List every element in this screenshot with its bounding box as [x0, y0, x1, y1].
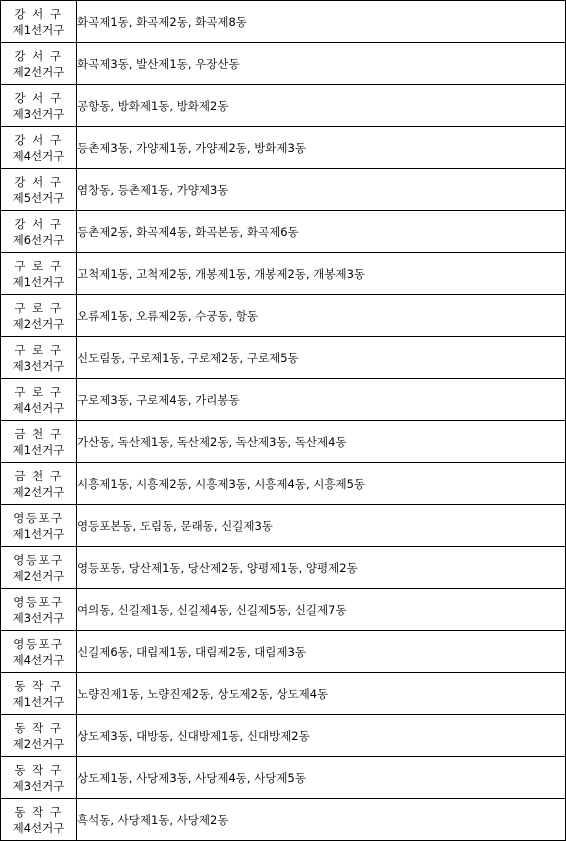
electoral-district-name: 제3선거구	[12, 106, 65, 121]
dong-list-cell: 여의동, 신길제1동, 신길제4동, 신길제5동, 신길제7동	[77, 589, 566, 631]
gu-name: 영등포구	[13, 636, 64, 651]
table-row	[1, 169, 566, 211]
electoral-district-name: 제5선거구	[12, 190, 65, 205]
gu-name: 영등포구	[13, 552, 64, 567]
dong-list-cell: 가산동, 독산제1동, 독산제2동, 독산제3동, 독산제4동	[77, 421, 566, 463]
dong-list-cell: 영등포본동, 도림동, 문래동, 신길제3동	[77, 505, 566, 547]
electoral-district-name: 제2선거구	[12, 64, 65, 79]
table-row	[1, 757, 566, 799]
district-cell	[1, 43, 77, 85]
district-cell	[1, 337, 77, 379]
table-row	[1, 421, 566, 463]
district-cell	[1, 1, 77, 43]
dong-list-cell: 구로제3동, 구로제4동, 가리봉동	[77, 379, 566, 421]
gu-name: 구 로 구	[14, 384, 63, 399]
dong-list-cell: 영등포동, 당산제1동, 당산제2동, 양평제1동, 양평제2동	[77, 547, 566, 589]
electoral-district-name: 제1선거구	[12, 526, 65, 541]
electoral-district-name: 제2선거구	[12, 736, 65, 751]
dong-list-cell: 흑석동, 사당제1동, 사당제2동	[77, 799, 566, 841]
district-cell	[1, 379, 77, 421]
electoral-district-name: 제2선거구	[12, 316, 65, 331]
table-row	[1, 799, 566, 841]
dong-list-cell: 시흥제1동, 시흥제2동, 시흥제3동, 시흥제4동, 시흥제5동	[77, 463, 566, 505]
gu-name: 동 작 구	[14, 804, 63, 819]
gu-name: 동 작 구	[14, 720, 63, 735]
electoral-district-name: 제2선거구	[12, 568, 65, 583]
dong-list-cell: 노량진제1동, 노량진제2동, 상도제2동, 상도제4동	[77, 673, 566, 715]
electoral-district-name: 제3선거구	[12, 358, 65, 373]
district-cell	[1, 757, 77, 799]
dong-list-cell: 염창동, 등촌제1동, 가양제3동	[77, 169, 566, 211]
district-cell	[1, 169, 77, 211]
dong-list-cell: 등촌제3동, 가양제1동, 가양제2동, 방화제3동	[77, 127, 566, 169]
district-cell	[1, 85, 77, 127]
gu-name: 구 로 구	[14, 258, 63, 273]
dong-list-cell: 공항동, 방화제1동, 방화제2동	[77, 85, 566, 127]
table-row	[1, 1, 566, 43]
electoral-district-name: 제1선거구	[12, 274, 65, 289]
dong-list-cell: 오류제1동, 오류제2동, 수궁동, 항동	[77, 295, 566, 337]
table-row	[1, 547, 566, 589]
dong-list-cell: 상도제3동, 대방동, 신대방제1동, 신대방제2동	[77, 715, 566, 757]
electoral-district-name: 제4선거구	[12, 148, 65, 163]
gu-name: 영등포구	[13, 510, 64, 525]
electoral-district-name: 제1선거구	[12, 442, 65, 457]
district-cell	[1, 295, 77, 337]
gu-name: 동 작 구	[14, 762, 63, 777]
electoral-district-name: 제4선거구	[12, 820, 65, 835]
district-cell	[1, 799, 77, 841]
district-cell	[1, 211, 77, 253]
dong-list-cell: 신길제6동, 대림제1동, 대림제2동, 대림제3동	[77, 631, 566, 673]
table-row	[1, 43, 566, 85]
district-cell	[1, 631, 77, 673]
district-cell	[1, 673, 77, 715]
dong-list-cell: 고척제1동, 고척제2동, 개봉제1동, 개봉제2동, 개봉제3동	[77, 253, 566, 295]
gu-name: 금 천 구	[14, 468, 63, 483]
electoral-district-name: 제4선거구	[12, 652, 65, 667]
table-body	[1, 1, 566, 841]
gu-name: 강 서 구	[14, 132, 63, 147]
table-row	[1, 673, 566, 715]
electoral-district-name: 제3선거구	[12, 778, 65, 793]
gu-name: 강 서 구	[14, 90, 63, 105]
dong-list-cell: 신도림동, 구로제1동, 구로제2동, 구로제5동	[77, 337, 566, 379]
table-row	[1, 211, 566, 253]
gu-name: 영등포구	[13, 594, 64, 609]
table-row	[1, 715, 566, 757]
district-cell	[1, 715, 77, 757]
district-cell	[1, 253, 77, 295]
gu-name: 구 로 구	[14, 342, 63, 357]
district-cell	[1, 505, 77, 547]
dong-list-cell: 화곡제1동, 화곡제2동, 화곡제8동	[77, 1, 566, 43]
table-row	[1, 505, 566, 547]
gu-name: 동 작 구	[14, 678, 63, 693]
electoral-district-name: 제2선거구	[12, 484, 65, 499]
dong-list-cell: 상도제1동, 사당제3동, 사당제4동, 사당제5동	[77, 757, 566, 799]
table-row	[1, 379, 566, 421]
electoral-district-name: 제6선거구	[12, 232, 65, 247]
table-row	[1, 127, 566, 169]
table-row	[1, 631, 566, 673]
table-row	[1, 295, 566, 337]
electoral-district-name: 제4선거구	[12, 400, 65, 415]
table-row	[1, 337, 566, 379]
gu-name: 강 서 구	[14, 6, 63, 21]
gu-name: 금 천 구	[14, 426, 63, 441]
gu-name: 강 서 구	[14, 48, 63, 63]
electoral-district-name: 제3선거구	[12, 610, 65, 625]
electoral-district-name: 제1선거구	[12, 694, 65, 709]
district-cell	[1, 547, 77, 589]
table-row	[1, 589, 566, 631]
gu-name: 구 로 구	[14, 300, 63, 315]
table-row	[1, 253, 566, 295]
district-cell	[1, 463, 77, 505]
district-cell	[1, 589, 77, 631]
district-cell	[1, 127, 77, 169]
electoral-district-name: 제1선거구	[12, 22, 65, 37]
gu-name: 강 서 구	[14, 216, 63, 231]
gu-name: 강 서 구	[14, 174, 63, 189]
dong-list-cell: 화곡제3동, 발산제1동, 우장산동	[77, 43, 566, 85]
table-row	[1, 85, 566, 127]
district-cell	[1, 421, 77, 463]
table-row	[1, 463, 566, 505]
dong-list-cell: 등촌제2동, 화곡제4동, 화곡본동, 화곡제6동	[77, 211, 566, 253]
